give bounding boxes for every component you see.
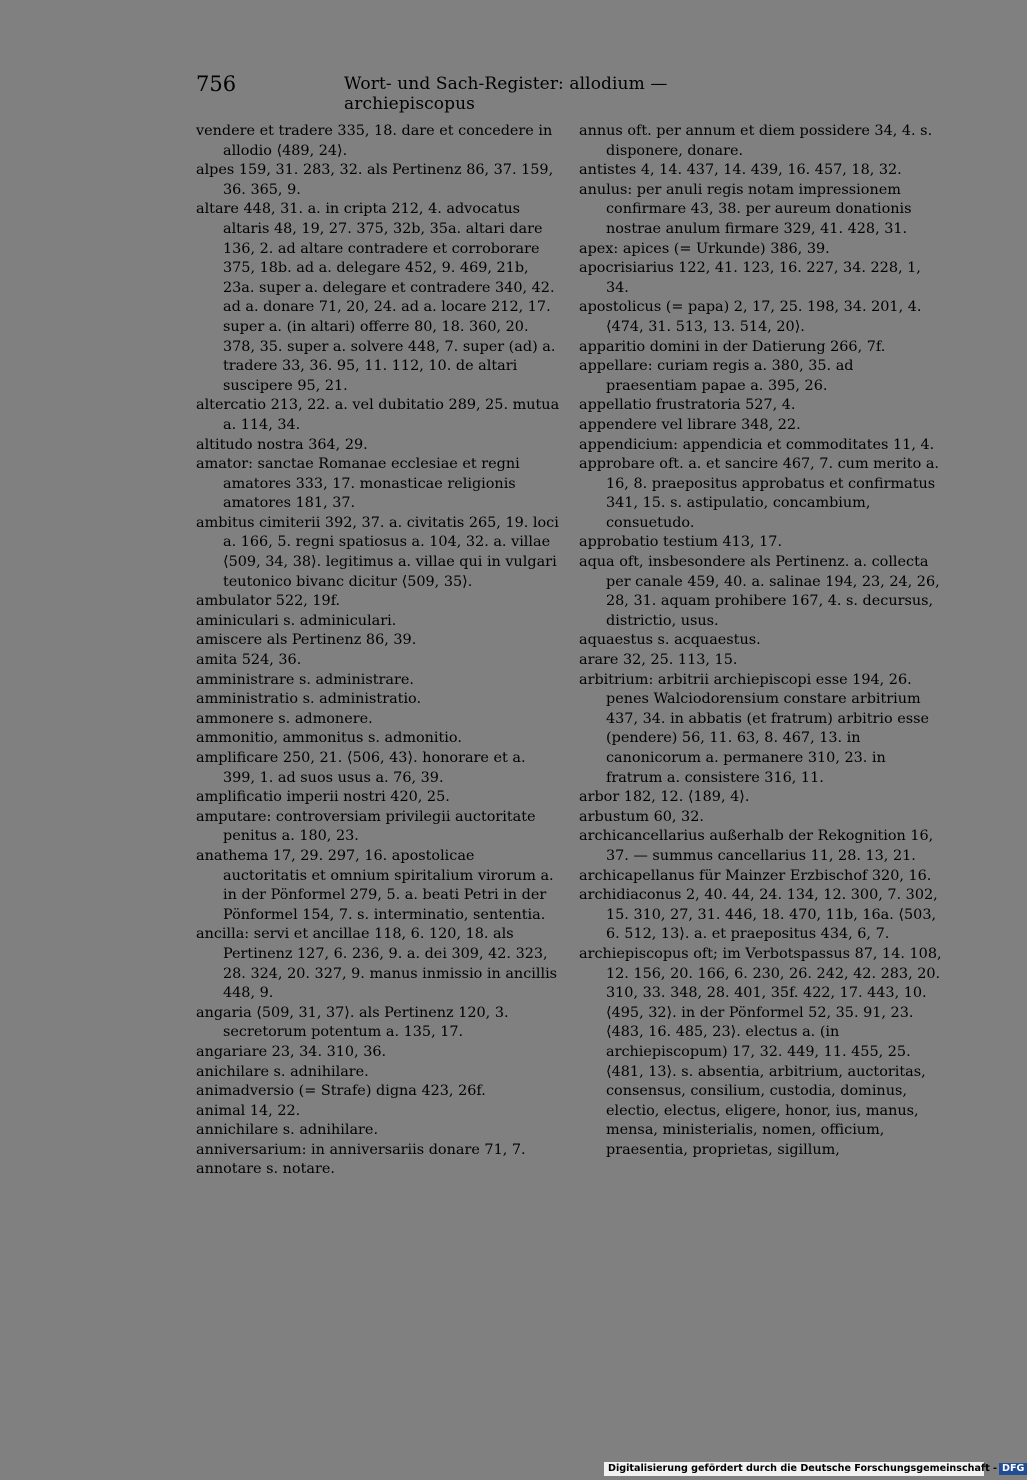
- index-entry: anulus: per anuli regis notam impressionem confirmare 43, 38. per aureum donationis nostrae anulum firmare 329, 41. 428, 31.: [579, 181, 912, 237]
- index-entry: amministrare s. administrare.: [196, 671, 414, 688]
- index-entry: alpes 159, 31. 283, 32. als Pertinenz 86, 37. 159, 36. 365, 9.: [196, 162, 554, 198]
- index-entry: anniversarium: in anniversariis donare 71, 7.: [196, 1141, 526, 1158]
- funding-text: Digitalisierung gefördert durch die Deutsche Forschungsgemeinschaft -: [608, 1463, 998, 1474]
- page-header: [196, 72, 780, 114]
- dfg-logo: DFG: [999, 1463, 1027, 1475]
- index-entry: archicapellanus für Mainzer Erzbischof 320, 16.: [579, 867, 932, 884]
- index-entry: apex: apices (= Urkunde) 386, 39.: [579, 240, 830, 257]
- index-entry: anathema 17, 29. 297, 16. apostolicae auctoritatis et omnium spiritalium virorum a. in der Pönformel 279, 5. a. beati Petri in der Pönformel 154, 7. s. interminatio, sententia.: [196, 847, 554, 923]
- index-entry: arbustum 60, 32.: [579, 808, 704, 825]
- index-entry: amiscere als Pertinenz 86, 39.: [196, 632, 417, 649]
- index-entry: anichilare s. adnihilare.: [196, 1063, 369, 1080]
- index-entry: ambulator 522, 19f.: [196, 593, 341, 610]
- index-entry: ammonere s. admonere.: [196, 710, 373, 727]
- index-entry: annotare s. notare.: [196, 1161, 335, 1178]
- index-entry: vendere et tradere 335, 18. dare et concedere in allodio ⟨489, 24⟩.: [196, 123, 553, 159]
- index-entry: animadversio (= Strafe) digna 423, 26f.: [196, 1083, 486, 1100]
- index-entry: aquaestus s. acquaestus.: [579, 632, 761, 649]
- index-entry: apocrisiarius 122, 41. 123, 16. 227, 34. 228, 1, 34.: [579, 260, 921, 296]
- index-entry: ammonitio, ammonitus s. admonitio.: [196, 730, 462, 747]
- index-entry: amplificare 250, 21. ⟨506, 43⟩. honorare et a. 399, 1. ad suos usus a. 76, 39.: [196, 750, 526, 786]
- index-entry: aminiculari s. adminiculari.: [196, 612, 397, 629]
- running-title: Wort- und Sach-Register: allodium — archiepiscopus: [344, 74, 668, 114]
- index-entry: approbare oft. a. et sancire 467, 7. cum merito a. 16, 8. praepositus approbatus et confirmatus 341, 15. s. astipulatio, concambium, consuetudo.: [579, 456, 939, 531]
- index-entry: angariare 23, 34. 310, 36.: [196, 1043, 387, 1060]
- index-entry: apostolicus (= papa) 2, 17, 25. 198, 34. 201, 4. ⟨474, 31. 513, 13. 514, 20⟩.: [579, 299, 922, 335]
- index-entry: apparitio domini in der Datierung 266, 7f.: [579, 338, 886, 355]
- funding-footer: [604, 1462, 1025, 1476]
- page-number: 756: [196, 72, 237, 96]
- index-entry: amministratio s. administratio.: [196, 691, 422, 708]
- left-column: [196, 122, 560, 1180]
- index-entry: amplificatio imperii nostri 420, 25.: [196, 789, 450, 806]
- index-entry: appendicium: appendicia et commoditates 11, 4.: [579, 436, 935, 453]
- index-entry: appellare: curiam regis a. 380, 35. ad praesentiam papae a. 395, 26.: [579, 358, 854, 394]
- index-entry: angaria ⟨509, 31, 37⟩. als Pertinenz 120, 3. secretorum potentum a. 135, 17.: [196, 1004, 509, 1041]
- index-entry: aqua oft, insbesondere als Pertinenz. a. collecta per canale 459, 40. a. salinae 194, 23, 24, 26, 28, 31. aquam prohibere 167, 4. s. decursus, districtio, usus.: [579, 554, 940, 629]
- index-entry: appellatio frustratoria 527, 4.: [579, 397, 796, 414]
- index-entry: archiepiscopus oft; im Verbotspassus 87, 14. 108, 12. 156, 20. 166, 6. 230, 26. 242, 42. 283, 20. 310, 33. 348, 28. 401, 35f. 422, 17. 443, 10. ⟨495, 32⟩. in der Pönformel 52, 35. 91, 23. ⟨483, 16. 485, 23⟩. electus a. (in archiepiscopum) 17, 32. 449, 11. 455, 25. ⟨481, 13⟩. s. absentia, arbitrium, auctoritas, consensus, consilium, custodia, dominus, electio, electus, eligere, honor, ius, manus, mensa, ministerialis, nomen, officium, praesentia, proprietas, sigillum,: [579, 945, 942, 1158]
- index-entry: arare 32, 25. 113, 15.: [579, 652, 738, 669]
- index-entry: archicancellarius außerhalb der Rekognition 16, 37. — summus cancellarius 11, 28. 13, 21.: [579, 828, 934, 864]
- index-entry: annus oft. per annum et diem possidere 34, 4. s. disponere, donare.: [579, 123, 933, 159]
- index-entry: amita 524, 36.: [196, 652, 302, 669]
- index-entry: arbitrium: arbitrii archiepiscopi esse 194, 26. penes Walciodorensium constare arbitrium 437, 34. in abbatis (et fratrum) arbitrio esse (pendere) 56, 11. 63, 8. 467, 13. in canonicorum a. permanere 310, 23. in fratrum a. consistere 316, 11.: [579, 671, 930, 786]
- index-entry: ambitus cimiterii 392, 37. a. civitatis 265, 19. loci a. 166, 5. regni spatiosus a. 104, 32. a. villae ⟨509, 34, 38⟩. legitimus a. villae qui in vulgari teutonico bivanc dicitur ⟨509, 35⟩.: [196, 514, 559, 590]
- index-entry: ancilla: servi et ancillae 118, 6. 120, 18. als Pertinenz 127, 6. 236, 9. a. dei 309, 42. 323, 28. 324, 20. 327, 9. manus inmissio in ancillis 448, 9.: [196, 926, 558, 1002]
- right-column: [579, 122, 943, 1160]
- index-entry: arbor 182, 12. ⟨189, 4⟩.: [579, 789, 750, 806]
- index-entry: archidiaconus 2, 40. 44, 24. 134, 12. 300, 7. 302, 15. 310, 27, 31. 446, 18. 470, 11b, 16a. ⟨503, 6. 512, 13⟩. a. et praepositus 434, 6, 7.: [579, 887, 938, 943]
- index-entry: amputare: controversiam privilegii auctoritate penitus a. 180, 23.: [196, 808, 536, 845]
- index-entry: appendere vel librare 348, 22.: [579, 416, 801, 433]
- index-entry: altare 448, 31. a. in cripta 212, 4. advocatus altaris 48, 19, 27. 375, 32b, 35a. altari dare 136, 2. ad altare contradere et corroborare 375, 18b. ad a. delegare 452, 9. 469, 21b, 23a. super a. delegare et contradere 340, 42. ad a. donare 71, 20, 24. ad a. locare 212, 17. super a. (in altari) offerre 80, 18. 360, 20. 378, 35. super a. solvere 448, 7. super (ad) a. tradere 33, 36. 95, 11. 112, 10. de altari suscipere 95, 21.: [196, 201, 556, 394]
- index-entry: animal 14, 22.: [196, 1102, 301, 1119]
- index-entry: approbatio testium 413, 17.: [579, 534, 783, 551]
- index-entry: amator: sanctae Romanae ecclesiae et regni amatores 333, 17. monasticae religionis amatores 181, 37.: [196, 456, 520, 512]
- index-entry: altitudo nostra 364, 29.: [196, 436, 368, 453]
- index-entry: altercatio 213, 22. a. vel dubitatio 289, 25. mutua a. 114, 34.: [196, 397, 560, 433]
- index-entry: annichilare s. adnihilare.: [196, 1122, 379, 1139]
- index-entry: antistes 4, 14. 437, 14. 439, 16. 457, 18, 32.: [579, 162, 902, 179]
